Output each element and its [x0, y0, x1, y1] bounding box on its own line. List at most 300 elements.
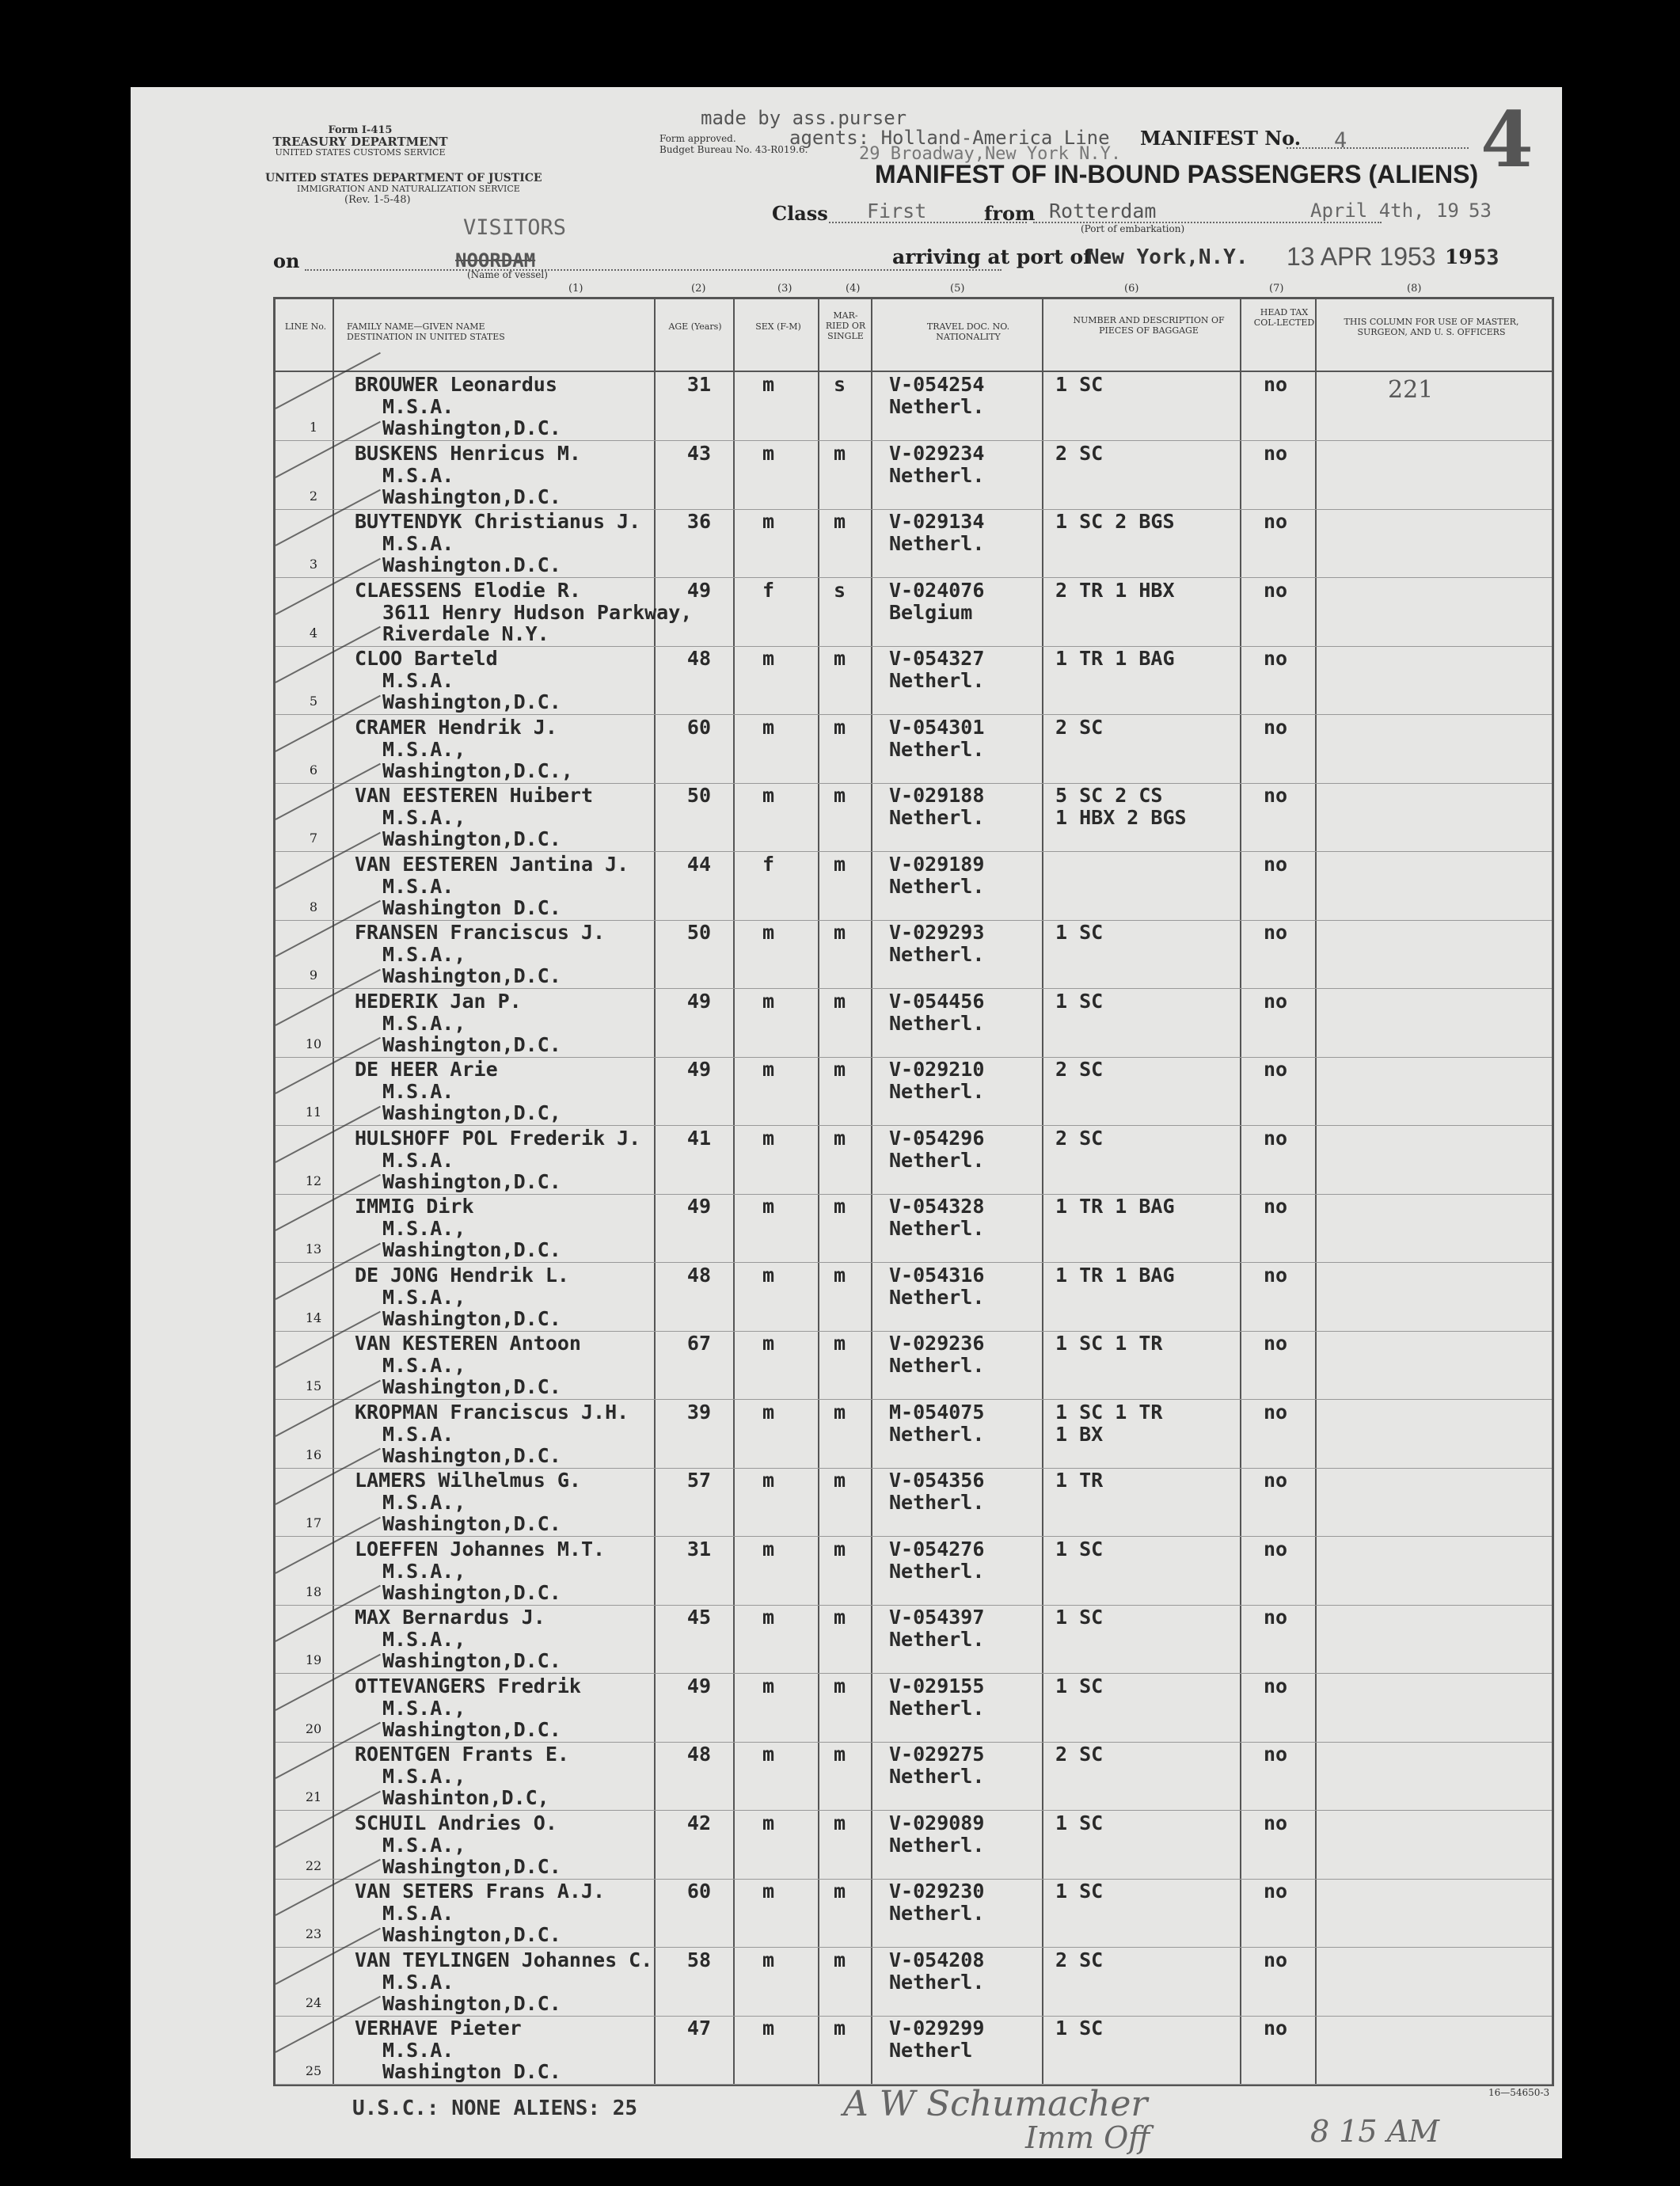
age: 49 [686, 989, 711, 1013]
age: 49 [686, 1195, 711, 1218]
baggage-line-1: 2 SC [1055, 441, 1104, 465]
baggage-line-1: 2 SC [1055, 1743, 1104, 1766]
baggage-line-1: 1 SC [1055, 1811, 1104, 1834]
sex: m [762, 1195, 775, 1218]
baggage-line-1: 1 SC 2 BGS [1055, 510, 1175, 533]
table-row [276, 1674, 1552, 1743]
head-tax: no [1264, 989, 1288, 1013]
table-row [276, 1605, 1552, 1674]
passenger-name: KROPMAN Franciscus J.H. [355, 1400, 629, 1424]
travel-doc-number: V-029189 [889, 852, 985, 876]
table-row [276, 1879, 1552, 1948]
sex: m [762, 784, 775, 807]
age: 50 [686, 921, 711, 944]
column-number: (8) [1407, 283, 1422, 295]
sex: m [762, 989, 775, 1013]
line-number: 2 [309, 488, 318, 504]
destination-line-1: M.S.A. [382, 669, 454, 692]
sex: m [762, 510, 775, 533]
destination-line-2: Washington,D.C. [382, 1306, 561, 1330]
col-header-name: FAMILY NAME—GIVEN NAME DESTINATION IN UNITED STATES [347, 321, 505, 342]
destination-line-2: Washington,D.C. [382, 1923, 561, 1946]
form-approved: Form approved. [659, 133, 736, 144]
passenger-name: CRAMER Hendrik J. [355, 715, 557, 739]
travel-doc-number: V-054356 [889, 1469, 985, 1492]
table-row [276, 1948, 1552, 2017]
head-tax: no [1264, 1606, 1288, 1629]
marital-status: m [834, 1195, 846, 1218]
page-title: MANIFEST OF IN-BOUND PASSENGERS (ALIENS) [875, 160, 1479, 188]
age: 49 [686, 1058, 711, 1081]
head-tax: no [1264, 1743, 1288, 1766]
destination-line-1: M.S.A., [382, 806, 466, 829]
passenger-name: BROUWER Leonardus [355, 373, 557, 396]
baggage-line-1: 2 SC [1055, 1058, 1104, 1081]
form-header [257, 125, 463, 158]
marital-status: s [834, 373, 846, 396]
destination-line-1: M.S.A. [382, 1422, 454, 1446]
nationality: Belgium [889, 600, 973, 624]
marital-status: m [834, 1400, 846, 1424]
line-number: 12 [305, 1173, 322, 1188]
head-tax: no [1264, 1811, 1288, 1834]
marital-status: m [834, 784, 846, 807]
line-number: 9 [309, 968, 318, 983]
class-label: Class [772, 202, 828, 225]
sex: m [762, 1469, 775, 1492]
head-tax: no [1264, 373, 1288, 396]
sex: f [762, 852, 775, 876]
destination-line-1: M.S.A. [382, 532, 454, 555]
nationality: Netherl. [889, 806, 985, 829]
destination-line-1: M.S.A. [382, 2039, 454, 2062]
passenger-name: VAN EESTEREN Huibert [355, 784, 594, 807]
travel-doc-number: V-029299 [889, 2017, 985, 2040]
marital-status: m [834, 1948, 846, 1971]
passenger-name: OTTEVANGERS Fredrik [355, 1674, 581, 1697]
table-row [276, 2016, 1552, 2085]
age: 48 [686, 1743, 711, 1766]
passenger-name: IMMIG Dirk [355, 1195, 474, 1218]
line-number: 1 [309, 420, 318, 435]
passenger-name: VAN TEYLINGEN Johannes C. [355, 1948, 653, 1971]
sex: m [762, 1880, 775, 1903]
marital-status: m [834, 1606, 846, 1629]
baggage-line-1: 2 SC [1055, 1948, 1104, 1971]
head-tax: no [1264, 1263, 1288, 1287]
destination-line-2: Washington,D.C. [382, 485, 561, 508]
table-body [276, 372, 1552, 2084]
table-row [276, 1194, 1552, 1263]
destination-line-1: M.S.A., [382, 1285, 466, 1309]
destination-line-2: Washinton,D.C, [382, 1786, 549, 1809]
corner-manifest-number: 4 [1480, 95, 1534, 184]
destination-line-1: M.S.A., [382, 1559, 466, 1583]
age: 60 [686, 1880, 711, 1903]
marital-status: m [834, 647, 846, 670]
passenger-name: CLAESSENS Elodie R. [355, 578, 581, 602]
destination-line-1: M.S.A., [382, 1011, 466, 1035]
footer-code: 16—54650-3 [1488, 2087, 1550, 2098]
baggage-line-1: 1 SC [1055, 921, 1104, 944]
destination-line-2: Washington,D.C., [382, 758, 573, 782]
travel-doc-number: V-054327 [889, 647, 985, 670]
line-number: 4 [309, 625, 318, 641]
destination-line-2: Washington,D.C. [382, 1443, 561, 1467]
col-header-line: LINE No. [284, 321, 327, 332]
travel-doc-number: V-029234 [889, 441, 985, 465]
destination-line-2: Washington,D.C, [382, 1101, 561, 1124]
head-tax: no [1264, 578, 1288, 602]
table-row [276, 372, 1552, 441]
time-handwritten: 8 15 AM [1310, 2114, 1440, 2149]
age: 57 [686, 1469, 711, 1492]
manifest-no-value: 4 [1334, 128, 1347, 153]
baggage-line-2: 1 HBX 2 BGS [1055, 806, 1187, 829]
destination-line-1: M.S.A., [382, 1628, 466, 1651]
column-number: (2) [691, 283, 706, 295]
made-by-note: made by ass.purser [701, 107, 907, 129]
destination-line-2: Washington,D.C. [382, 690, 561, 713]
nationality: Netherl. [889, 1970, 985, 1994]
destination-line-2: Washington,D.C. [382, 827, 561, 850]
baggage-line-1: 1 TR 1 BAG [1055, 1263, 1175, 1287]
column-number: (7) [1269, 283, 1284, 295]
sex: m [762, 1400, 775, 1424]
marital-status: m [834, 1674, 846, 1697]
destination-line-2: Washington,D.C. [382, 1649, 561, 1672]
age: 47 [686, 2017, 711, 2040]
treasury-label: TREASURY DEPARTMENT [272, 135, 448, 149]
line-number: 19 [305, 1652, 322, 1667]
passenger-name: SCHUIL Andries O. [355, 1811, 557, 1834]
budget-bureau: Budget Bureau No. 43-R019.6. [659, 144, 808, 155]
col-header-age: AGE (Years) [668, 321, 722, 332]
baggage-line-2: 1 BX [1055, 1422, 1104, 1446]
arrival-year: 53 [1473, 245, 1499, 270]
line-number: 15 [305, 1378, 322, 1393]
table-row [276, 989, 1552, 1058]
sex: m [762, 1537, 775, 1561]
marital-status: m [834, 510, 846, 533]
destination-line-1: M.S.A., [382, 1217, 466, 1240]
marital-status: m [834, 989, 846, 1013]
destination-line-1: M.S.A. [382, 1902, 454, 1925]
destination-line-2: Washington,D.C. [382, 1238, 561, 1261]
line-number: 13 [305, 1241, 322, 1256]
marital-status: m [834, 921, 846, 944]
table-row [276, 1537, 1552, 1606]
table-row [276, 1331, 1552, 1400]
travel-doc-number: V-054397 [889, 1606, 985, 1629]
sex: m [762, 1263, 775, 1287]
table-row [276, 509, 1552, 578]
sex: m [762, 715, 775, 739]
sex: m [762, 1948, 775, 1971]
date-year: 53 [1469, 200, 1492, 222]
destination-line-2: Washington,D.C. [382, 964, 561, 987]
destination-line-1: M.S.A., [382, 1354, 466, 1377]
sex: m [762, 921, 775, 944]
baggage-line-1: 1 SC [1055, 1537, 1104, 1561]
travel-doc-number: V-054254 [889, 373, 985, 396]
head-tax: no [1264, 1126, 1288, 1150]
visitors-label: VISITORS [463, 215, 567, 240]
col-header-officers: THIS COLUMN FOR USE OF MASTER, SURGEON, AND U. S. OFFICERS [1344, 317, 1519, 337]
destination-line-2: Washington,D.C. [382, 1991, 561, 2015]
destination-line-2: Washington D.C. [382, 2060, 561, 2083]
table-row [276, 1057, 1552, 1126]
table-row [276, 1742, 1552, 1811]
column-number: (1) [568, 283, 583, 295]
passenger-name: BUSKENS Henricus M. [355, 441, 581, 465]
baggage-line-1: 2 TR 1 HBX [1055, 578, 1175, 602]
officer-title-handwritten: Imm Off [1025, 2120, 1150, 2155]
line-number: 10 [305, 1036, 322, 1051]
sex: m [762, 1058, 775, 1081]
nationality: Netherl [889, 2039, 973, 2062]
nationality: Netherl. [889, 395, 985, 418]
nationality: Netherl. [889, 1148, 985, 1172]
travel-doc-number: V-029089 [889, 1811, 985, 1834]
line-number: 6 [309, 762, 318, 777]
passenger-name: ROENTGEN Frants E. [355, 1743, 569, 1766]
line-number: 25 [305, 2063, 322, 2078]
nationality: Netherl. [889, 1559, 985, 1583]
destination-line-1: M.S.A. [382, 874, 454, 898]
age: 31 [686, 1537, 711, 1561]
table-row [276, 441, 1552, 510]
destination-line-1: M.S.A., [382, 1833, 466, 1857]
from-value: Rotterdam [1049, 200, 1157, 222]
head-tax: no [1264, 1400, 1288, 1424]
line-number: 5 [309, 694, 318, 709]
nationality: Netherl. [889, 1080, 985, 1103]
travel-doc-number: V-054456 [889, 989, 985, 1013]
date-value: April 4th, 19 [1310, 200, 1459, 222]
destination-line-1: M.S.A. [382, 395, 454, 418]
travel-doc-number: V-029210 [889, 1058, 985, 1081]
age: 43 [686, 441, 711, 465]
marital-status: m [834, 1126, 846, 1150]
justice-label: UNITED STATES DEPARTMENT OF JUSTICE [265, 172, 542, 184]
destination-line-2: Washington,D.C. [382, 1854, 561, 1878]
sex: f [762, 578, 775, 602]
marital-status: m [834, 852, 846, 876]
line-number: 22 [305, 1857, 322, 1873]
on-label: on [273, 249, 300, 272]
customs-label: UNITED STATES CUSTOMS SERVICE [275, 147, 446, 158]
marital-status: s [834, 578, 846, 602]
nationality: Netherl. [889, 1422, 985, 1446]
baggage-line-1: 5 SC 2 CS [1055, 784, 1163, 807]
table-row [276, 1263, 1552, 1332]
col-header-sex: SEX (F-M) [755, 321, 801, 332]
nationality: Netherl. [889, 1902, 985, 1925]
marital-status: m [834, 1537, 846, 1561]
sex: m [762, 373, 775, 396]
col-header-baggage: NUMBER AND DESCRIPTION OF PIECES OF BAGGAGE [1073, 315, 1225, 336]
head-tax: no [1264, 441, 1288, 465]
nationality: Netherl. [889, 1354, 985, 1377]
marital-status: m [834, 1811, 846, 1834]
line-number: 17 [305, 1515, 322, 1530]
agents-line-1: agents: Holland-America Line [789, 127, 1110, 149]
manifest-table [273, 297, 1554, 2086]
destination-line-1: M.S.A. [382, 463, 454, 487]
age: 39 [686, 1400, 711, 1424]
manifest-no-line [1287, 147, 1469, 149]
vessel-name: NOORDAM [455, 249, 536, 272]
manifest-no-label: MANIFEST No. [1140, 127, 1302, 150]
nationality: Netherl. [889, 532, 985, 555]
nationality: Netherl. [889, 1011, 985, 1035]
head-tax: no [1264, 1195, 1288, 1218]
passenger-name: LAMERS Wilhelmus G. [355, 1469, 581, 1492]
head-tax: no [1264, 1880, 1288, 1903]
destination-line-1: M.S.A., [382, 943, 466, 966]
passenger-name: DE JONG Hendrik L. [355, 1263, 569, 1287]
table-row [276, 852, 1552, 921]
baggage-line-1: 1 SC 1 TR [1055, 1400, 1163, 1424]
date-stamp: 13 APR 1953 [1287, 242, 1436, 271]
line-number: 21 [305, 1789, 322, 1804]
table-row [276, 1811, 1552, 1880]
travel-doc-number: V-054328 [889, 1195, 985, 1218]
baggage-line-1: 1 TR 1 BAG [1055, 647, 1175, 670]
age: 48 [686, 647, 711, 670]
line-number: 7 [309, 831, 318, 846]
nationality: Netherl. [889, 1628, 985, 1651]
baggage-line-1: 1 SC [1055, 2017, 1104, 2040]
nationality: Netherl. [889, 1285, 985, 1309]
signature-handwritten: A W Schumacher [843, 2084, 1148, 2124]
nationality: Netherl. [889, 1833, 985, 1857]
passenger-name: MAX Bernardus J. [355, 1606, 545, 1629]
marital-status: m [834, 1263, 846, 1287]
head-tax: no [1264, 921, 1288, 944]
nationality: Netherl. [889, 737, 985, 761]
passenger-name: LOEFFEN Johannes M.T. [355, 1537, 606, 1561]
marital-status: m [834, 1880, 846, 1903]
passenger-name: VAN KESTEREN Antoon [355, 1332, 581, 1355]
age: 67 [686, 1332, 711, 1355]
sex: m [762, 1332, 775, 1355]
head-tax: no [1264, 510, 1288, 533]
arrival-year-prefix: 19 [1445, 245, 1473, 268]
marital-status: m [834, 441, 846, 465]
sex: m [762, 1606, 775, 1629]
baggage-line-1: 1 SC [1055, 1606, 1104, 1629]
line-number: 23 [305, 1926, 322, 1941]
line-number: 18 [305, 1583, 322, 1599]
head-tax: no [1264, 1469, 1288, 1492]
baggage-line-1: 1 SC [1055, 1880, 1104, 1903]
table-row [276, 578, 1552, 647]
destination-line-1: M.S.A., [382, 737, 466, 761]
arriving-port: New York,N.Y. [1087, 245, 1249, 269]
sex: m [762, 1811, 775, 1834]
head-tax: no [1264, 1537, 1288, 1561]
nationality: Netherl. [889, 1491, 985, 1514]
head-tax: no [1264, 715, 1288, 739]
baggage-line-1: 1 SC [1055, 373, 1104, 396]
marital-status: m [834, 715, 846, 739]
vessel-name-label: (Name of vessel) [467, 269, 548, 280]
table-row [276, 1400, 1552, 1469]
baggage-line-1: 1 SC [1055, 989, 1104, 1013]
from-label: from [984, 202, 1036, 225]
sex: m [762, 1674, 775, 1697]
destination-line-2: Washington,D.C. [382, 1169, 561, 1193]
destination-line-1: M.S.A., [382, 1696, 466, 1720]
destination-line-1: 3611 Henry Hudson Parkway, [382, 600, 693, 624]
destination-line-1: M.S.A., [382, 1765, 466, 1788]
destination-line-1: M.S.A. [382, 1148, 454, 1172]
destination-line-2: Washington,D.C. [382, 1512, 561, 1535]
justice-header [265, 173, 621, 206]
passenger-name: VERHAVE Pieter [355, 2017, 522, 2040]
age: 45 [686, 1606, 711, 1629]
port-embarkation-label: (Port of embarkation) [1081, 223, 1185, 234]
head-tax: no [1264, 2017, 1288, 2040]
baggage-line-1: 2 SC [1055, 1126, 1104, 1150]
passenger-name: DE HEER Arie [355, 1058, 498, 1081]
travel-doc-number: V-029230 [889, 1880, 985, 1903]
travel-doc-number: V-029155 [889, 1674, 985, 1697]
line-number: 8 [309, 899, 318, 914]
destination-line-2: Riverdale N.Y. [382, 622, 549, 645]
destination-line-1: M.S.A., [382, 1491, 466, 1514]
baggage-line-1: 1 TR [1055, 1469, 1104, 1492]
marital-status: m [834, 1332, 846, 1355]
marital-status: m [834, 1469, 846, 1492]
age: 49 [686, 578, 711, 602]
age: 42 [686, 1811, 711, 1834]
head-tax: no [1264, 1058, 1288, 1081]
arriving-label: arriving at port of [892, 245, 1092, 268]
marital-status: m [834, 1058, 846, 1081]
col-header-travel: TRAVEL DOC. NO. NATIONALITY [926, 321, 1010, 342]
passenger-name: CLOO Barteld [355, 647, 498, 670]
line-number: 20 [305, 1720, 322, 1736]
head-tax: no [1264, 1674, 1288, 1697]
head-tax: no [1264, 1948, 1288, 1971]
baggage-line-1: 1 SC 1 TR [1055, 1332, 1163, 1355]
travel-doc-number: V-029188 [889, 784, 985, 807]
agents-line-2: 29 Broadway,New York N.Y. [859, 144, 1122, 164]
baggage-line-1: 1 TR 1 BAG [1055, 1195, 1175, 1218]
head-tax: no [1264, 784, 1288, 807]
nationality: Netherl. [889, 1217, 985, 1240]
travel-doc-number: V-029293 [889, 921, 985, 944]
table-row [276, 783, 1552, 852]
sex: m [762, 647, 775, 670]
class-value: First [867, 200, 927, 222]
table-row [276, 1468, 1552, 1537]
passenger-name: VAN SETERS Frans A.J. [355, 1880, 606, 1903]
head-tax: no [1264, 647, 1288, 670]
travel-doc-number: V-054301 [889, 715, 985, 739]
line-number: 16 [305, 1447, 322, 1462]
passenger-name: BUYTENDYK Christianus J. [355, 510, 641, 533]
age: 48 [686, 1263, 711, 1287]
destination-line-2: Washington,D.C. [382, 1717, 561, 1741]
revision-label: (Rev. 1-5-48) [344, 194, 411, 206]
column-number: (4) [846, 283, 861, 295]
destination-line-2: Washington D.C. [382, 895, 561, 919]
line-number: 24 [305, 1994, 322, 2010]
